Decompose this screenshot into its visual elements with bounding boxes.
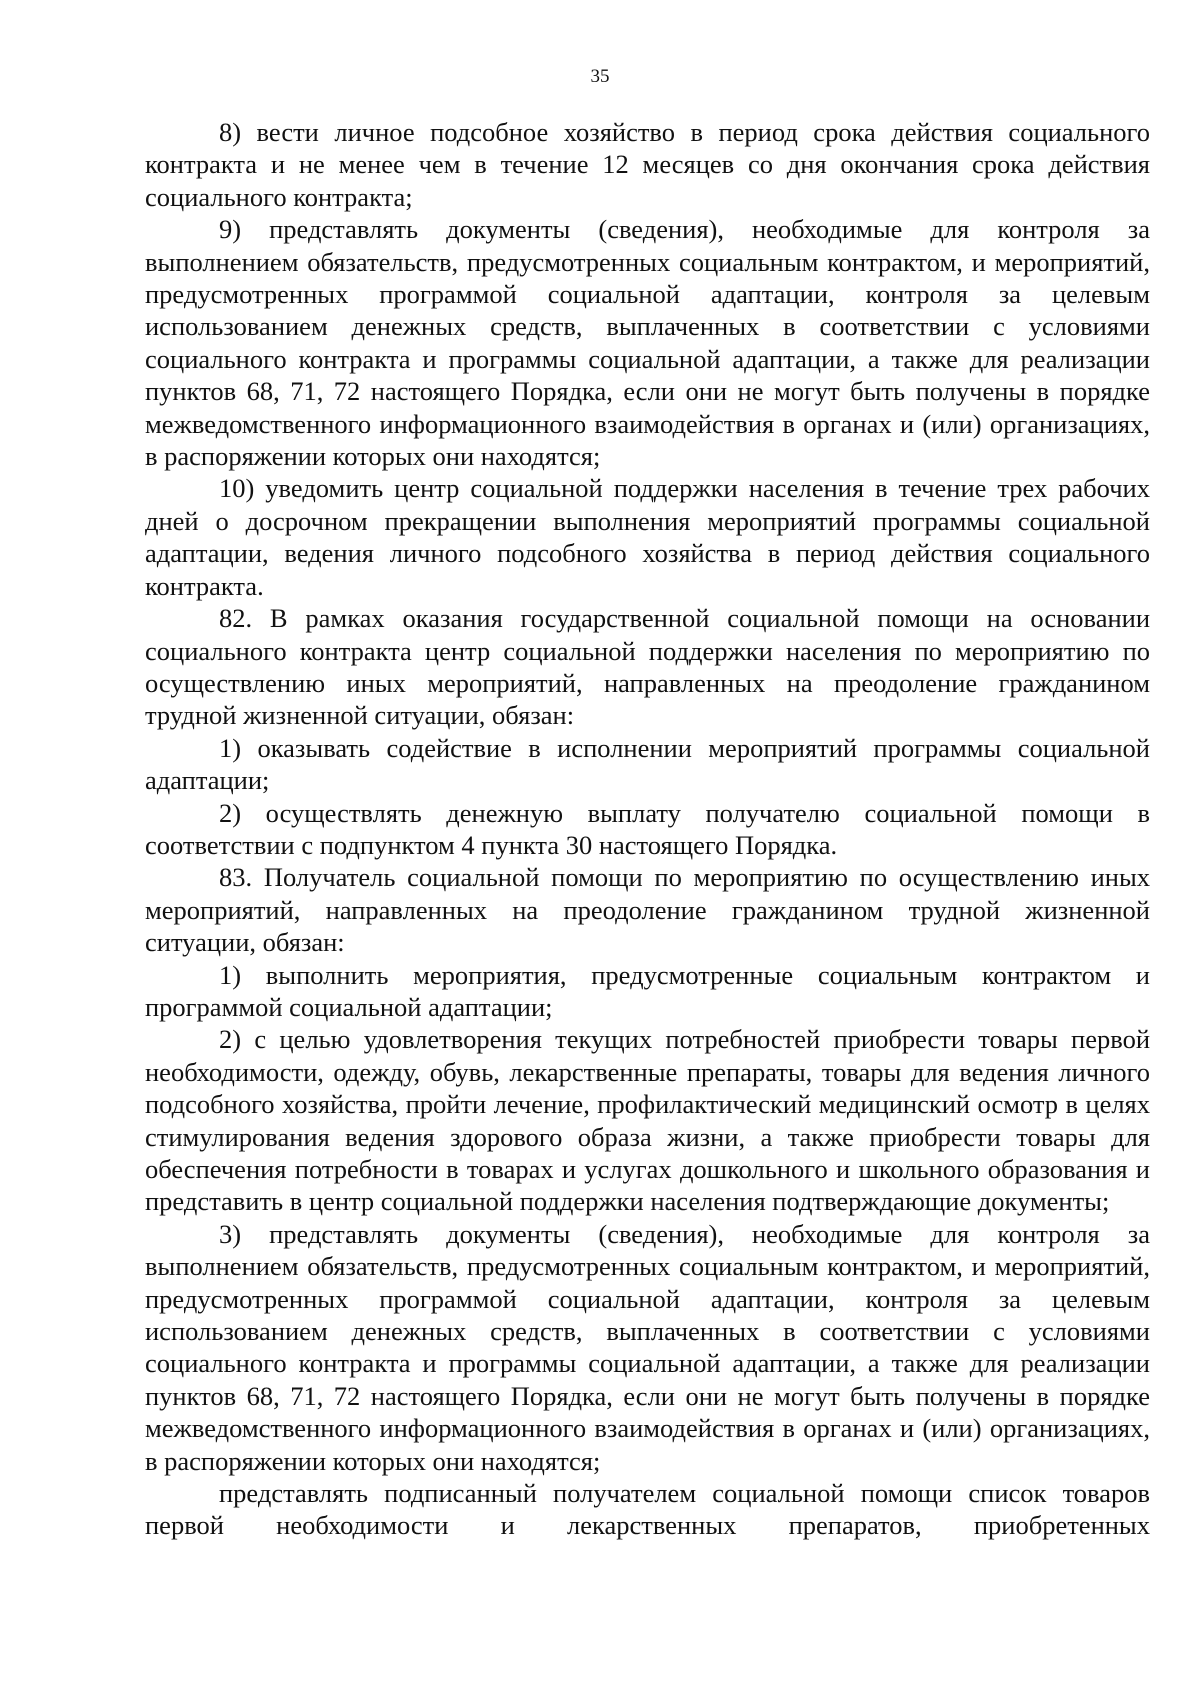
paragraph-item-8: 8) вести личное подсобное хозяйство в период срока действия социального контракта и не менее чем в течение 12 месяцев со дня окончания срока действия социального контракта; bbox=[145, 117, 1150, 212]
page-number: 35 bbox=[590, 66, 610, 87]
document-body bbox=[145, 116, 1150, 1542]
paragraph-clause-83: 83. Получатель социальной помощи по мероприятию по осуществлению иных мероприятий, направленных на преодоление гражданином трудной жизненной ситуации, обязан: bbox=[145, 862, 1150, 958]
paragraph-clause-83-item-1: 1) выполнить мероприятия, предусмотренные социальным контрактом и программой социальной адаптации; bbox=[145, 959, 1150, 1022]
paragraph-clause-83-item-2: 2) с целью удовлетворения текущих потребностей приобрести товары первой необходимости, одежду, обувь, лекарственные препараты, товары для ведения личного подсобного хозяйства, пройти лечение, профилактический медицинский осмотр в целях стимулирования ведения здорового образа жизни, а также приобрести товары для обеспечения потребности в товарах и услугах дошкольного и школьного образования и представить в центр социальной поддержки населения подтверждающие документы; bbox=[145, 1024, 1150, 1217]
paragraph-item-10: 10) уведомить центр социальной поддержки населения в течение трех рабочих дней о досрочном прекращении выполнения мероприятий программы социальной адаптации, ведения личного подсобного хозяйства в период действия социального контракта. bbox=[145, 473, 1150, 601]
paragraph-clause-83-item-3: 3) представлять документы (сведения), необходимые для контроля за выполнением обязательств, предусмотренных социальным контрактом, и мероприятий, предусмотренных программой социальной адаптации, контроля за целевым использованием денежных средств, выплаченных в соответствии с условиями социального контракта и программы социальной адаптации, а также для реализации пунктов 68, 71, 72 настоящего Порядка, если они не могут быть получены в порядке межведомственного информационного взаимодействия в органах и (или) организациях, в распоряжении которых они находятся; bbox=[145, 1218, 1150, 1476]
paragraph-clause-82-item-2: 2) осуществлять денежную выплату получателю социальной помощи в соответствии с подпунктом 4 пункта 30 настоящего Порядка. bbox=[145, 797, 1150, 860]
paragraph-item-9: 9) представлять документы (сведения), необходимые для контроля за выполнением обязательств, предусмотренных социальным контрактом, и мероприятий, предусмотренных программой социальной адаптации, контроля за целевым использованием денежных средств, выплаченных в соответствии с условиями социального контракта и программы социальной адаптации, а также для реализации пунктов 68, 71, 72 настоящего Порядка, если они не могут быть получены в порядке межведомственного информационного взаимодействия в органах и (или) организациях, в распоряжении которых они находятся; bbox=[145, 214, 1150, 472]
paragraph-clause-82: 82. В рамках оказания государственной социальной помощи на основании социального контракта центр социальной поддержки населения по мероприятию по осуществлению иных мероприятий, направленных на преодоление гражданином трудной жизненной ситуации, обязан: bbox=[145, 603, 1150, 731]
paragraph-clause-82-item-1: 1) оказывать содействие в исполнении мероприятий программы социальной адаптации; bbox=[145, 732, 1150, 796]
paragraph-continuation: представлять подписанный получателем социальной помощи список товаров первой необходимости и лекарственных препаратов, приобретенных bbox=[145, 1478, 1150, 1541]
